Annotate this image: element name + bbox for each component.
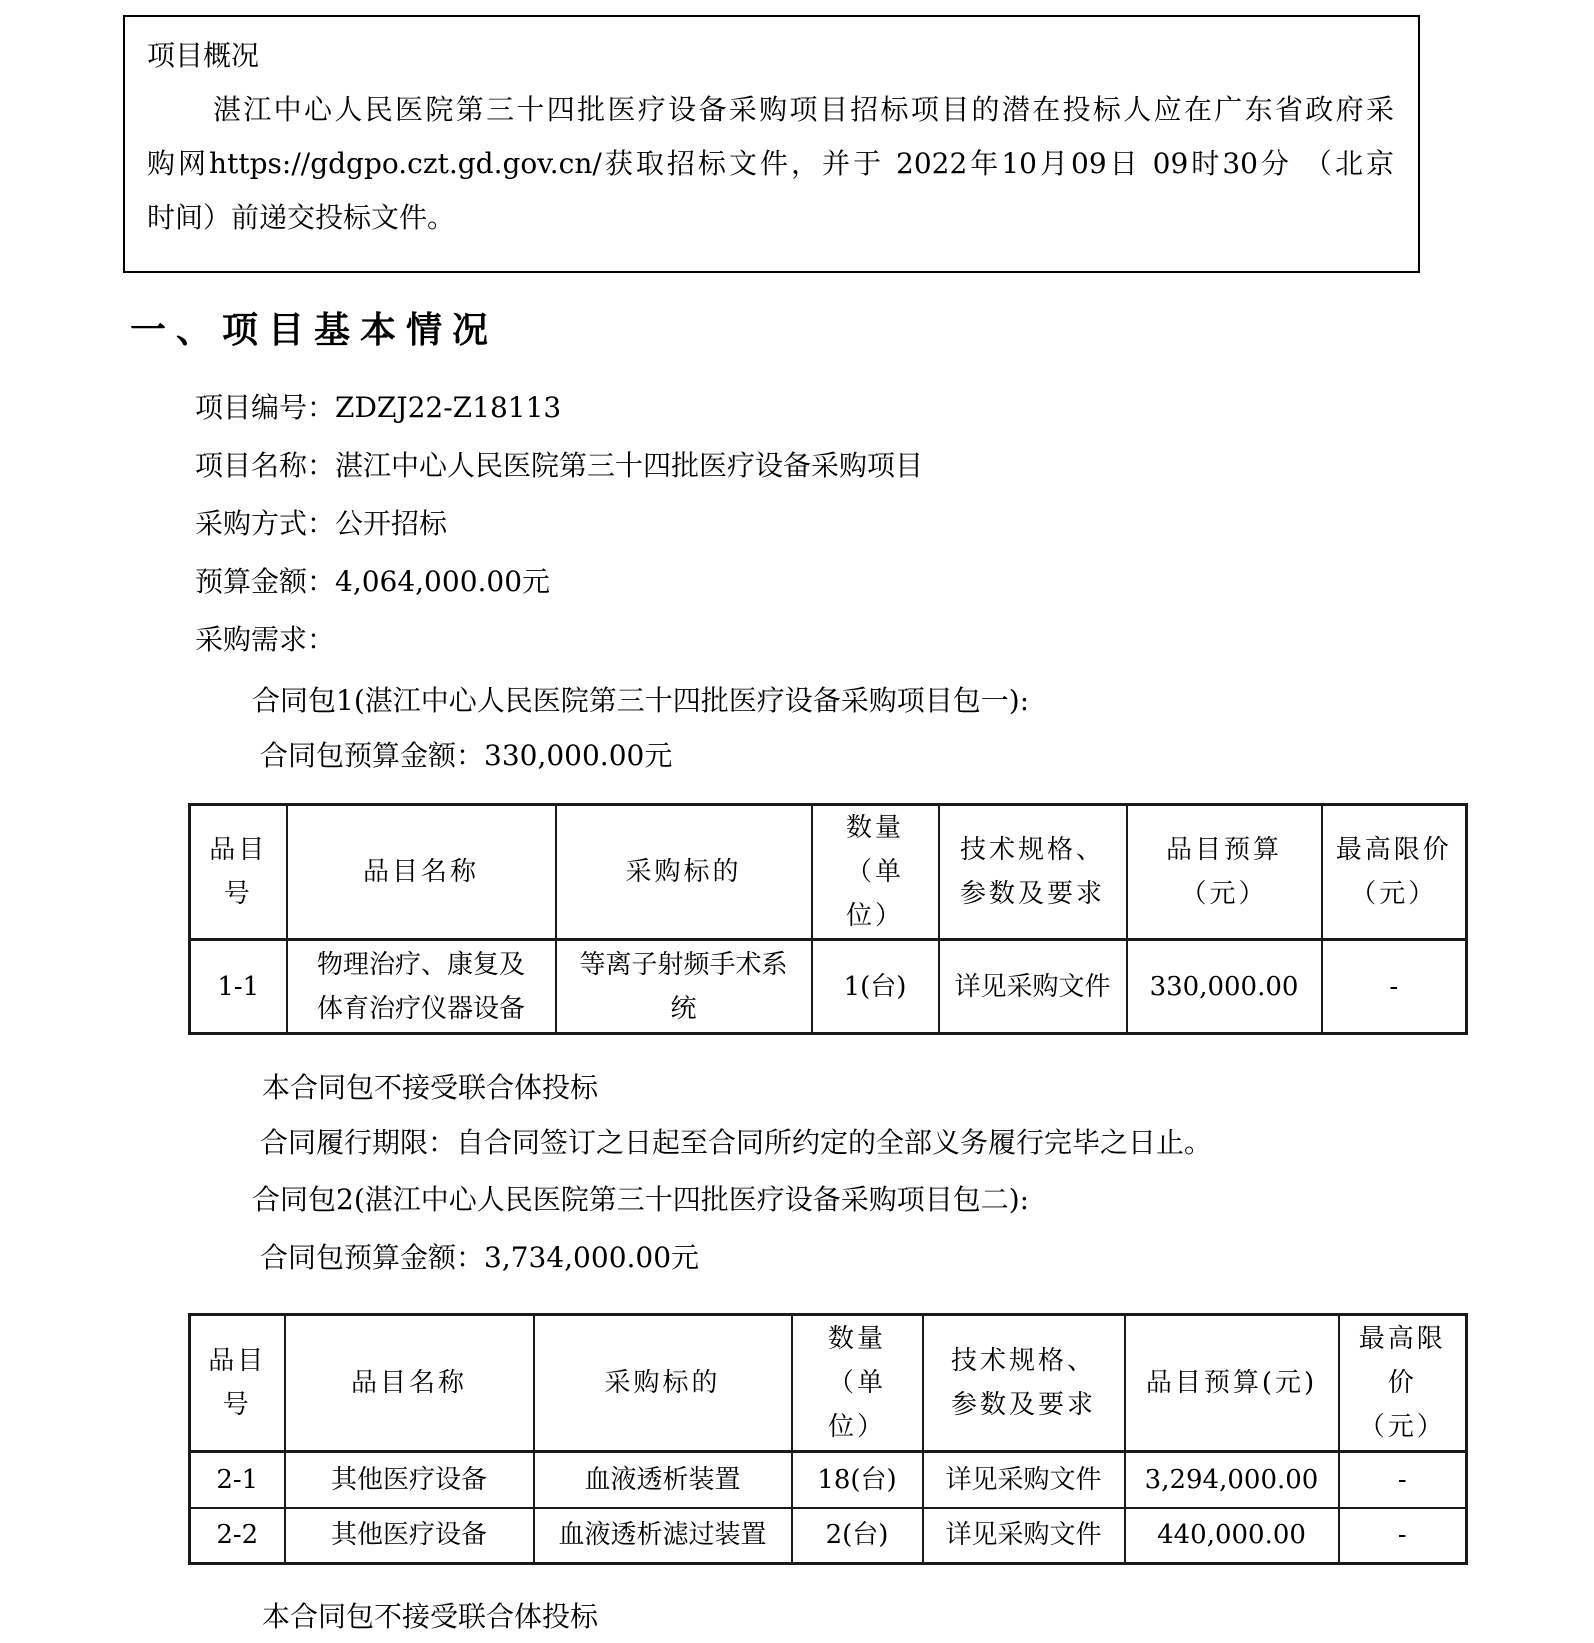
header-price-cap: 最高限价 （元）	[1339, 1315, 1467, 1452]
header-item-no: 品目 号	[190, 805, 287, 940]
cell-item-name: 其他医疗设备	[285, 1508, 534, 1564]
cell-price-cap: -	[1339, 1452, 1467, 1508]
table-row	[190, 940, 1467, 1034]
project-name-line: 项目名称：湛江中心人民医院第三十四批医疗设备采购项目	[195, 449, 924, 482]
project-number-line: 项目编号：ZDZJ22-Z18113	[195, 391, 562, 424]
table-row	[190, 1452, 1467, 1508]
package1-contract-period-note: 合同履行期限：自合同签订之日起至合同所约定的全部义务履行完毕之日止。	[260, 1126, 1213, 1159]
header-item-name: 品目名称	[285, 1315, 534, 1452]
header-tech-spec: 技术规格、 参数及要求	[923, 1315, 1125, 1452]
package2-title: 合同包2(湛江中心人民医院第三十四批医疗设备采购项目包二):	[252, 1183, 1030, 1216]
procurement-demand-label: 采购需求：	[195, 623, 336, 656]
table-header-row	[190, 1315, 1467, 1452]
cell-procurement-target: 血液透析装置	[534, 1452, 792, 1508]
header-procurement-target: 采购标的	[534, 1315, 792, 1452]
package1-budget-line: 合同包预算金额：330,000.00元	[260, 739, 673, 772]
package1-items-table	[188, 803, 1468, 1035]
header-item-no: 品目 号	[190, 1315, 285, 1452]
header-quantity-unit: 数量 （单 位）	[792, 1315, 923, 1452]
section-heading: 一、项目基本情况	[130, 309, 499, 351]
cell-item-budget: 330,000.00	[1127, 940, 1322, 1034]
header-item-name: 品目名称	[287, 805, 556, 940]
cell-procurement-target: 血液透析滤过装置	[534, 1508, 792, 1564]
cell-tech-spec: 详见采购文件	[923, 1508, 1125, 1564]
overview-paragraph-line-1: 湛江中心人民医院第三十四批医疗设备采购项目招标项目的潜在投标人应在广东省政府采	[213, 93, 1394, 126]
cell-price-cap: -	[1339, 1508, 1467, 1564]
cell-tech-spec: 详见采购文件	[923, 1452, 1125, 1508]
cell-item-no: 2-1	[190, 1452, 285, 1508]
cell-item-budget: 440,000.00	[1125, 1508, 1339, 1564]
header-item-budget: 品目预算(元)	[1125, 1315, 1339, 1452]
cell-quantity: 18(台)	[792, 1452, 923, 1508]
overview-title: 项目概况	[147, 39, 260, 72]
cell-quantity: 1(台)	[812, 940, 939, 1034]
cell-item-budget: 3,294,000.00	[1125, 1452, 1339, 1508]
cell-procurement-target: 等离子射频手术系 统	[556, 940, 812, 1034]
budget-amount-line: 预算金额：4,064,000.00元	[195, 565, 551, 598]
package1-no-consortium-note: 本合同包不接受联合体投标	[262, 1071, 599, 1104]
header-tech-spec: 技术规格、 参数及要求	[939, 805, 1127, 940]
project-overview-box	[123, 15, 1420, 273]
table-row	[190, 1508, 1467, 1564]
cell-tech-spec: 详见采购文件	[939, 940, 1127, 1034]
header-procurement-target: 采购标的	[556, 805, 812, 940]
package2-items-table	[188, 1313, 1468, 1565]
header-item-budget: 品目预算 （元）	[1127, 805, 1322, 940]
procurement-method-line: 采购方式：公开招标	[195, 507, 448, 540]
cell-quantity: 2(台)	[792, 1508, 923, 1564]
package1-title: 合同包1(湛江中心人民医院第三十四批医疗设备采购项目包一):	[252, 684, 1030, 717]
cell-item-no: 2-2	[190, 1508, 285, 1564]
overview-paragraph-line-2: 购网https://gdgpo.czt.gd.gov.cn/获取招标文件，并于 2022年10月09日 09时30分 （北京	[147, 147, 1394, 180]
header-price-cap: 最高限价 （元）	[1322, 805, 1467, 940]
package2-budget-line: 合同包预算金额：3,734,000.00元	[260, 1241, 700, 1274]
overview-paragraph-line-3: 时间）前递交投标文件。	[147, 201, 456, 234]
package2-no-consortium-note: 本合同包不接受联合体投标	[262, 1600, 599, 1633]
cell-price-cap: -	[1322, 940, 1467, 1034]
cell-item-name: 其他医疗设备	[285, 1452, 534, 1508]
table-header-row	[190, 805, 1467, 940]
cell-item-no: 1-1	[190, 940, 287, 1034]
cell-item-name: 物理治疗、康复及 体育治疗仪器设备	[287, 940, 556, 1034]
header-quantity-unit: 数量 （单 位）	[812, 805, 939, 940]
